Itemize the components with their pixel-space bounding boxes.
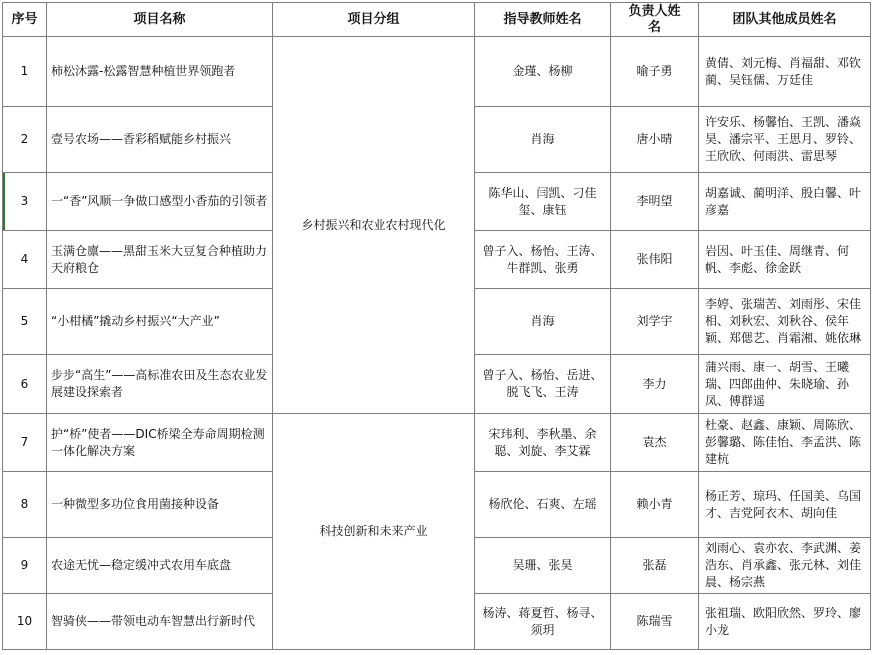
members-cell[interactable]: 胡嘉诚、蔺明洋、殷白馨、叶彦嘉 bbox=[699, 173, 871, 231]
project-name-cell[interactable]: 农途无忧—稳定缓冲式农用车底盘 bbox=[47, 538, 273, 594]
row-index[interactable]: 6 bbox=[3, 355, 47, 414]
row-index[interactable]: 4 bbox=[3, 231, 47, 289]
row-index[interactable]: 8 bbox=[3, 472, 47, 538]
project-name-cell[interactable]: 智骑侠——带领电动车智慧出行新时代 bbox=[47, 594, 273, 650]
group-cell-tech[interactable]: 科技创新和未来产业 bbox=[273, 414, 475, 650]
advisor-cell[interactable]: 肖海 bbox=[475, 289, 611, 355]
table-row bbox=[3, 414, 871, 472]
advisor-cell[interactable]: 肖海 bbox=[475, 107, 611, 173]
leader-cell[interactable]: 袁杰 bbox=[611, 414, 699, 472]
members-cell[interactable]: 许安乐、杨馨怡、王凯、潘焱昊、潘宗平、王思月、罗铃、王欣欣、何雨洪、雷思琴 bbox=[699, 107, 871, 173]
leader-cell[interactable]: 李力 bbox=[611, 355, 699, 414]
row-index[interactable]: 5 bbox=[3, 289, 47, 355]
project-name-cell[interactable]: 护“桥”使者——DIC桥梁全寿命周期检测一体化解决方案 bbox=[47, 414, 273, 472]
group-cell-rural[interactable]: 乡村振兴和农业农村现代化 bbox=[273, 37, 475, 414]
project-name-cell[interactable]: 壹号农场——香彩稻赋能乡村振兴 bbox=[47, 107, 273, 173]
advisor-cell[interactable]: 曾子入、杨怡、王涛、牛群凯、张勇 bbox=[475, 231, 611, 289]
header-team-members[interactable]: 团队其他成员姓名 bbox=[699, 3, 871, 37]
members-cell[interactable]: 岩因、叶玉佳、周继青、何帆、李彪、徐金跃 bbox=[699, 231, 871, 289]
project-name-cell[interactable]: 步步“高生”——高标准农田及生态农业发展建设探索者 bbox=[47, 355, 273, 414]
table-row bbox=[3, 37, 871, 107]
header-index[interactable]: 序号 bbox=[3, 3, 47, 37]
members-cell[interactable]: 刘雨心、袁亦农、李武渊、姜浩东、肖承鑫、张元林、刘佳晨、杨宗燕 bbox=[699, 538, 871, 594]
advisor-cell[interactable]: 杨欣伦、石爽、左瑶 bbox=[475, 472, 611, 538]
members-cell[interactable]: 杨正芳、琼玛、任国美、乌国才、吉党阿衣木、胡向佳 bbox=[699, 472, 871, 538]
members-cell[interactable]: 李婷、张瑞苦、刘雨彤、宋佳相、刘秋宏、刘秋谷、侯年颖、郑偲艺、肖霜湘、姚依琳 bbox=[699, 289, 871, 355]
leader-cell[interactable]: 张磊 bbox=[611, 538, 699, 594]
header-project-name[interactable]: 项目名称 bbox=[47, 3, 273, 37]
project-name-cell[interactable]: 柿松沐露-松露智慧种植世界领跑者 bbox=[47, 37, 273, 107]
members-cell[interactable]: 杜豪、赵鑫、康颖、周陈欣、彭馨璐、陈佳怡、李孟洪、陈建杭 bbox=[699, 414, 871, 472]
project-name-cell[interactable]: “小柑橘”撬动乡村振兴“大产业” bbox=[47, 289, 273, 355]
advisor-cell[interactable]: 吴珊、张昊 bbox=[475, 538, 611, 594]
header-leader-name[interactable]: 负责人姓名 bbox=[611, 3, 699, 37]
leader-cell[interactable]: 唐小晴 bbox=[611, 107, 699, 173]
row-index[interactable]: 3 bbox=[3, 173, 47, 231]
advisor-cell[interactable]: 宋玮利、李秋墨、余聪、刘旋、李艾霖 bbox=[475, 414, 611, 472]
project-name-cell[interactable]: 玉满仓廪——黑甜玉米大豆复合种植助力天府粮仓 bbox=[47, 231, 273, 289]
leader-cell[interactable]: 刘学宇 bbox=[611, 289, 699, 355]
members-cell[interactable]: 黄倩、刘元梅、肖福甜、邓钦蔺、吴钰儒、万廷佳 bbox=[699, 37, 871, 107]
leader-cell[interactable]: 喻子勇 bbox=[611, 37, 699, 107]
project-name-cell[interactable]: 一种微型多功位食用菌接种设备 bbox=[47, 472, 273, 538]
advisor-cell[interactable]: 陈华山、闫凯、刁佳玺、康钰 bbox=[475, 173, 611, 231]
leader-cell[interactable]: 陈瑞雪 bbox=[611, 594, 699, 650]
advisor-cell[interactable]: 金瑾、杨柳 bbox=[475, 37, 611, 107]
row-index[interactable]: 7 bbox=[3, 414, 47, 472]
row-index[interactable]: 9 bbox=[3, 538, 47, 594]
row-index[interactable]: 1 bbox=[3, 37, 47, 107]
leader-cell[interactable]: 赖小青 bbox=[611, 472, 699, 538]
header-row bbox=[3, 3, 871, 37]
project-name-cell[interactable]: 一“香”风顺一争做口感型小香茄的引领者 bbox=[47, 173, 273, 231]
header-advisor-names[interactable]: 指导教师姓名 bbox=[475, 3, 611, 37]
advisor-cell[interactable]: 曾子入、杨怡、岳进、脱飞飞、王涛 bbox=[475, 355, 611, 414]
project-table bbox=[2, 2, 871, 650]
members-cell[interactable]: 蒲兴雨、康一、胡雪、王曦瑞、四郎曲仲、朱晓瑜、孙凤、傅群遥 bbox=[699, 355, 871, 414]
row-index[interactable]: 10 bbox=[3, 594, 47, 650]
row-index[interactable]: 2 bbox=[3, 107, 47, 173]
leader-cell[interactable]: 张伟阳 bbox=[611, 231, 699, 289]
header-project-group[interactable]: 项目分组 bbox=[273, 3, 475, 37]
members-cell[interactable]: 张祖瑞、欧阳欣然、罗玲、廖小龙 bbox=[699, 594, 871, 650]
leader-cell[interactable]: 李明望 bbox=[611, 173, 699, 231]
advisor-cell[interactable]: 杨涛、蒋夏哲、杨寻、须玥 bbox=[475, 594, 611, 650]
